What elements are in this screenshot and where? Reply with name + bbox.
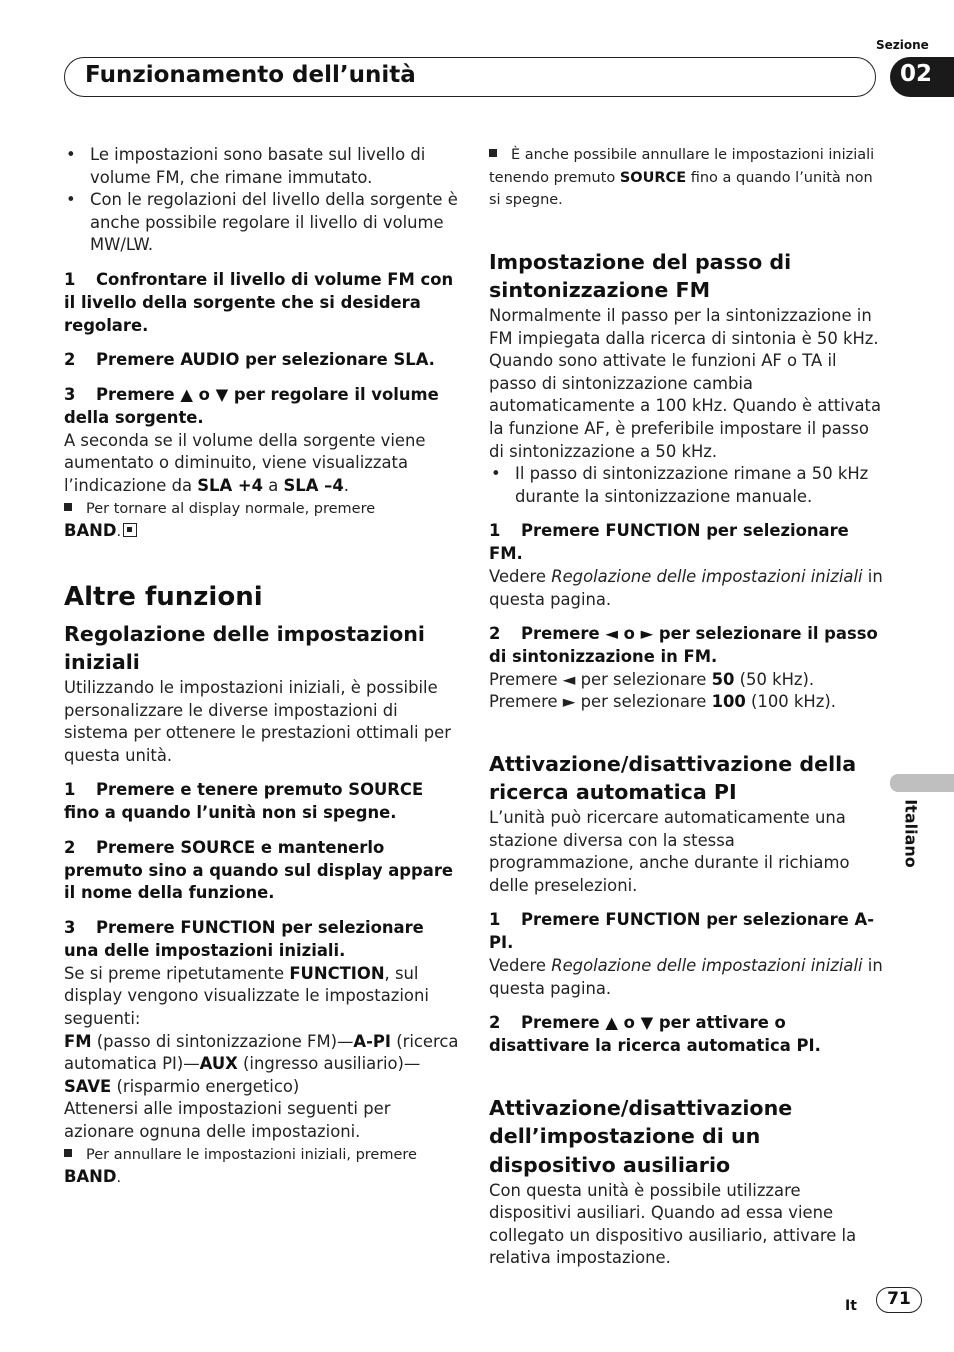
chapter-title: Funzionamento dell’unità — [85, 62, 416, 88]
page-number: 71 — [876, 1287, 922, 1313]
step-3: 3 Premere FUNCTION per selezionare una delle impostazioni iniziali. — [64, 918, 424, 961]
end-of-section-icon — [123, 523, 137, 537]
paragraph: Premere ◄ per selezionare 50 (50 kHz). Premere ► per selezionare 100 (100 kHz). — [489, 669, 836, 712]
subheading: Regolazione delle impostazioni iniziali — [64, 621, 425, 675]
paragraph: Se si preme ripetutamente FUNCTION, sul display vengono visualizzate le impostazioni seguenti: — [64, 963, 429, 1029]
note: Per annullare le impostazioni iniziali, premere BAND. — [64, 1146, 417, 1187]
paragraph: Vedere Regolazione delle impostazioni iniziali in questa pagina. — [489, 956, 883, 998]
note: È anche possibile annullare le impostazioni iniziali tenendo premuto SOURCE fino a quando l’unità non si spegne. — [489, 147, 875, 209]
bullet-item: • Le impostazioni sono basate sul livello di volume FM, che rimane immutato. — [64, 144, 460, 189]
step-2: 2 Premere SOURCE e mantenerlo premuto sino a quando sul display appare il nome della funzione. — [64, 837, 454, 903]
subheading: Attivazione/disattivazione della ricerca automatica PI — [489, 751, 857, 805]
section-label: Sezione — [876, 38, 929, 52]
note-square-icon — [489, 149, 497, 157]
language-tab — [899, 798, 923, 874]
language-tab-marker — [890, 774, 954, 792]
note: Per tornare al display normale, premere BAND. — [64, 500, 376, 541]
note-square-icon — [64, 1149, 72, 1157]
paragraph: Normalmente il passo per la sintonizzazione in FM impiegata dalla ricerca di sintonia è 50 kHz. Quando sono attivate le funzioni AF o TA il passo di sintonizzazione cambia automaticamente a 100 kHz. Quando è attivata la funzione AF, è preferibile impostare il passo di sintonizzazione a 50 kHz. — [489, 305, 882, 461]
step-2: 2 Premere ◄ o ► per selezionare il passo di sintonizzazione in FM. — [489, 624, 878, 666]
paragraph: Vedere Regolazione delle impostazioni iniziali in questa pagina. — [489, 566, 883, 609]
paragraph: Con questa unità è possibile utilizzare dispositivi ausiliari. Quando ad essa viene collegato un dispositivo ausiliario, attivare la relativa impostazione. — [489, 1180, 857, 1268]
subheading: Attivazione/disattivazione dell’impostazione di un dispositivo ausiliario — [489, 1095, 793, 1177]
note-square-icon — [64, 503, 72, 511]
step-1: 1 Premere e tenere premuto SOURCE fino a quando l’unità non si spegne. — [64, 780, 424, 823]
step-1: 1 Premere FUNCTION per selezionare FM. — [489, 521, 849, 564]
paragraph: A seconda se il volume della sorgente viene aumentato o diminuito, viene visualizzata l’indicazione da SLA +4 a SLA –4. — [64, 430, 426, 495]
paragraph: Utilizzando le impostazioni iniziali, è possibile personalizzare le diverse impostazioni di sistema per ottenere le prestazioni ottimali per questa unità. — [64, 677, 451, 765]
step-2: 2 Premere AUDIO per selezionare SLA. — [64, 350, 435, 370]
section-number-badge: 02 — [890, 57, 954, 97]
left-column — [64, 144, 460, 1190]
step-3: 3 Premere ▲ o ▼ per regolare il volume della sorgente. — [64, 385, 439, 427]
step-2: 2 Premere ▲ o ▼ per attivare o disattivare la ricerca automatica PI. — [489, 1013, 821, 1056]
subheading: Impostazione del passo di sintonizzazione FM — [489, 249, 792, 303]
bullet-item: • Con le regolazioni del livello della sorgente è anche possibile regolare il livello di volume MW/LW. — [64, 189, 460, 257]
language-label: Italiano — [901, 799, 921, 868]
chapter-title-bar — [64, 57, 876, 97]
bullet-item: • Il passo di sintonizzazione rimane a 50 kHz durante la sintonizzazione manuale. — [489, 463, 883, 508]
step-1: 1 Premere FUNCTION per selezionare A-PI. — [489, 910, 874, 953]
footer-language-code: It — [845, 1298, 857, 1314]
paragraph: Attenersi alle impostazioni seguenti per azionare ognuna delle impostazioni. — [64, 1099, 391, 1142]
step-1: 1 Confrontare il livello di volume FM con il livello della sorgente che si desidera regolare. — [64, 269, 454, 335]
right-column — [489, 144, 883, 1270]
settings-list: FM (passo di sintonizzazione FM)—A-PI (ricerca automatica PI)—AUX (ingresso ausiliario)—SAVE (risparmio energetico) — [64, 1031, 459, 1096]
paragraph: L’unità può ricercare automaticamente una stazione diversa con la stessa programmazione, anche durante il richiamo delle preselezioni. — [489, 808, 850, 895]
heading-altre-funzioni: Altre funzioni — [64, 581, 263, 612]
